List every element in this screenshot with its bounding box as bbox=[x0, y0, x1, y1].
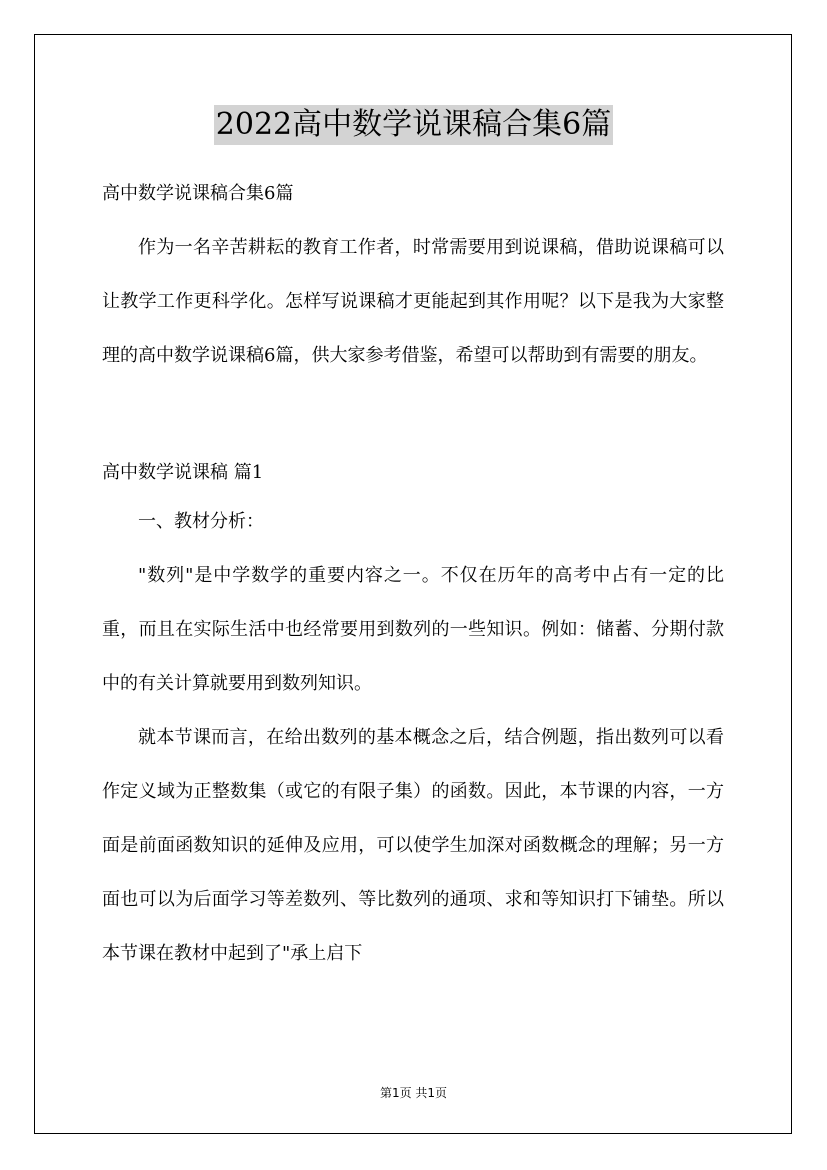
body-paragraph: "数列"是中学数学的重要内容之一。不仅在历年的高考中占有一定的比重，而且在实际生活中也经常要用到数列的一些知识。例如：储蓄、分期付款中的有关计算就要用到数列知识。 bbox=[102, 564, 724, 694]
document-body bbox=[102, 172, 724, 981]
page-number: 第1页 共1页 bbox=[379, 1086, 448, 1100]
body-paragraph: 就本节课而言，在给出数列的基本概念之后，结合例题，指出数列可以看作定义域为正整数集（或它的有限子集）的函数。因此，本节课的内容，一方面是前面函数知识的延伸及应用，可以使学生加深对函数概念的理解；另一方面也可以为后面学习等差数列、等比数列的通项、求和等知识打下铺垫。所以本节课在教材中起到了"承上启下 bbox=[102, 726, 724, 964]
section-heading: 一、教材分析： bbox=[138, 510, 264, 532]
document-title bbox=[0, 104, 827, 145]
section-title: 高中数学说课稿 篇1 bbox=[102, 462, 264, 484]
document-title-text: 2022高中数学说课稿合集6篇 bbox=[214, 105, 613, 145]
intro-paragraph: 作为一名辛苦耕耘的教育工作者，时常需要用到说课稿，借助说课稿可以让教学工作更科学化。怎样写说课稿才更能起到其作用呢？以下是我为大家整理的高中数学说课稿6篇，供大家参考借鉴，希望可以帮助到有需要的朋友。 bbox=[102, 237, 724, 367]
page-footer bbox=[0, 1084, 827, 1101]
document-subtitle: 高中数学说课稿合集6篇 bbox=[102, 183, 294, 204]
